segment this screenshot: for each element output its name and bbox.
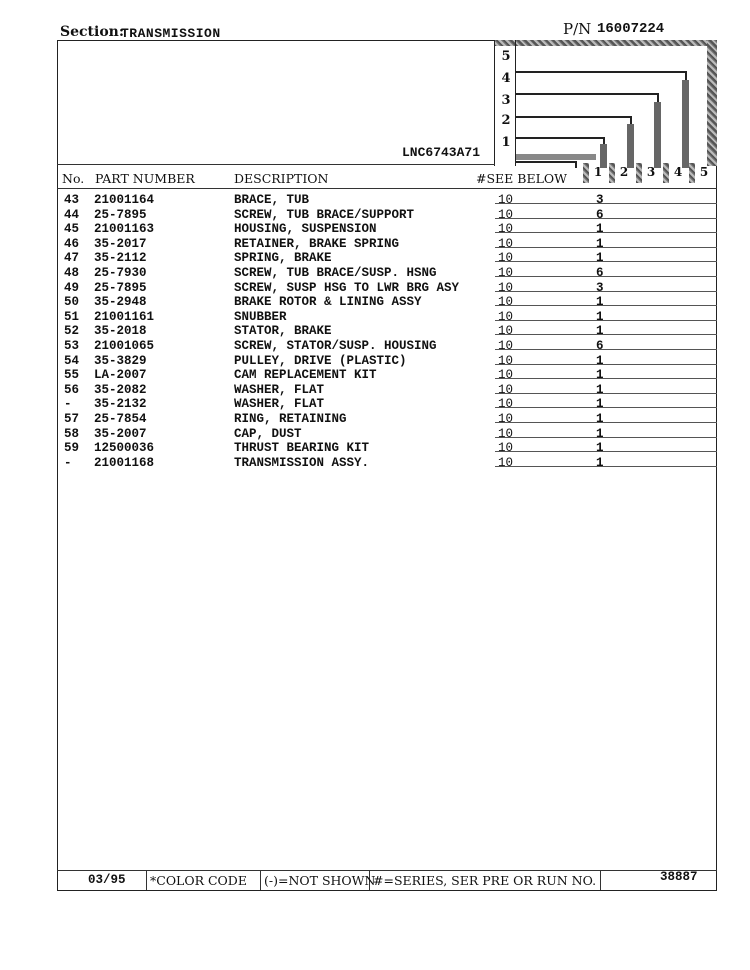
bracket-shade-3 bbox=[627, 124, 634, 168]
series-box-4: 1 bbox=[501, 135, 511, 150]
item-number: 50 bbox=[64, 295, 80, 310]
row-separator bbox=[495, 305, 717, 306]
series: 10 bbox=[498, 193, 514, 207]
header-bottom-line bbox=[57, 188, 717, 189]
part-number: 21001168 bbox=[94, 455, 155, 470]
item-number: 58 bbox=[64, 426, 80, 441]
part-number: 35-2017 bbox=[94, 236, 147, 251]
footer-divider-1 bbox=[146, 870, 147, 890]
description: SCREW, TUB BRACE/SUPPORT bbox=[234, 207, 415, 222]
row-separator bbox=[495, 320, 717, 321]
part-number: 25-7895 bbox=[94, 280, 147, 295]
part-number: 12500036 bbox=[94, 441, 155, 456]
description: SNUBBER bbox=[234, 309, 287, 324]
column-header-part-number: PART NUMBER bbox=[95, 171, 195, 186]
quantity: 1 bbox=[596, 295, 604, 310]
series: 10 bbox=[498, 236, 514, 251]
series-column-shade-4 bbox=[689, 163, 695, 183]
part-number: 35-2007 bbox=[94, 426, 147, 441]
series-column-2: 3 bbox=[646, 165, 656, 179]
item-number: 57 bbox=[64, 412, 80, 426]
quantity: 1 bbox=[596, 441, 604, 456]
bracket-shade-5 bbox=[682, 80, 689, 168]
series: 10 bbox=[498, 441, 514, 456]
series: 10 bbox=[498, 222, 514, 237]
part-number: 25-7854 bbox=[94, 412, 147, 426]
series-column-3: 4 bbox=[673, 165, 683, 179]
drawing-id: LNC6743A71 bbox=[402, 145, 481, 160]
series: 10 bbox=[498, 207, 514, 222]
section-value: TRANSMISSION bbox=[121, 26, 221, 41]
description: PULLEY, DRIVE (PLASTIC) bbox=[234, 353, 407, 368]
part-number: 25-7895 bbox=[94, 207, 147, 222]
footer-color-code: *COLOR CODE bbox=[150, 873, 247, 888]
row-separator bbox=[495, 393, 717, 394]
part-number: 21001164 bbox=[94, 193, 155, 207]
item-number: 47 bbox=[64, 251, 80, 266]
quantity: 1 bbox=[596, 426, 604, 441]
item-number: 48 bbox=[64, 266, 80, 280]
series: 10 bbox=[498, 339, 514, 353]
quantity: 6 bbox=[596, 207, 604, 222]
part-number: 35-3829 bbox=[94, 353, 147, 368]
bracket-base-shade bbox=[516, 154, 596, 160]
item-number: 43 bbox=[64, 193, 80, 207]
section-label: Section: bbox=[60, 24, 125, 40]
series: 10 bbox=[498, 309, 514, 324]
quantity: 1 bbox=[596, 382, 604, 397]
row-separator bbox=[495, 378, 717, 379]
series: 10 bbox=[498, 397, 514, 412]
quantity: 6 bbox=[596, 339, 604, 353]
footer-top-line bbox=[57, 870, 717, 871]
description: SCREW, SUSP HSG TO LWR BRG ASY bbox=[234, 280, 460, 295]
part-number: 21001163 bbox=[94, 222, 155, 237]
part-number: 35-2082 bbox=[94, 382, 147, 397]
part-number: 35-2132 bbox=[94, 397, 147, 412]
description: TRANSMISSION ASSY. bbox=[234, 455, 370, 470]
footer-page-code: 38887 bbox=[660, 870, 698, 884]
row-separator bbox=[495, 466, 717, 467]
series: 10 bbox=[498, 412, 514, 426]
footer-series-note: #=SERIES, SER PRE OR RUN NO. bbox=[373, 873, 597, 888]
quantity: 1 bbox=[596, 222, 604, 237]
part-number-value: 16007224 bbox=[597, 21, 665, 37]
quantity: 3 bbox=[596, 193, 604, 207]
bracket-3 bbox=[516, 117, 631, 168]
description: RETAINER, BRAKE SPRING bbox=[234, 236, 400, 251]
row-separator bbox=[495, 232, 717, 233]
description: BRACE, TUB bbox=[234, 193, 310, 207]
series: 10 bbox=[498, 266, 514, 280]
row-separator bbox=[495, 261, 717, 262]
series-column-shade-3 bbox=[663, 163, 669, 183]
quantity: 1 bbox=[596, 309, 604, 324]
series-box-2: 3 bbox=[501, 93, 511, 108]
series: 10 bbox=[498, 353, 514, 368]
quantity: 1 bbox=[596, 368, 604, 383]
series: 10 bbox=[498, 382, 514, 397]
row-separator bbox=[495, 247, 717, 248]
item-number: 56 bbox=[64, 382, 80, 397]
series: 10 bbox=[498, 295, 514, 310]
row-separator bbox=[495, 334, 717, 335]
header-top-line bbox=[57, 164, 495, 165]
part-number-label: P/N bbox=[563, 20, 592, 38]
description: STATOR, BRAKE bbox=[234, 324, 332, 339]
series-column-1: 2 bbox=[619, 165, 629, 179]
row-separator bbox=[495, 349, 717, 350]
item-number: 59 bbox=[64, 441, 80, 456]
part-number: 35-2018 bbox=[94, 324, 147, 339]
description: WASHER, FLAT bbox=[234, 382, 325, 397]
quantity: 1 bbox=[596, 353, 604, 368]
description: SCREW, TUB BRACE/SUSP. HSNG bbox=[234, 266, 437, 280]
part-number: 35-2948 bbox=[94, 295, 147, 310]
description: BRAKE ROTOR & LINING ASSY bbox=[234, 295, 422, 310]
part-number: LA-2007 bbox=[94, 368, 147, 383]
item-number: 46 bbox=[64, 236, 80, 251]
row-separator bbox=[495, 364, 717, 365]
series-column-4: 5 bbox=[699, 165, 709, 179]
series-box-3: 2 bbox=[501, 113, 511, 128]
series: 10 bbox=[498, 455, 514, 470]
column-header-see-below: #SEE BELOW bbox=[476, 171, 567, 186]
row-separator bbox=[495, 422, 717, 423]
bracket-shade-4 bbox=[654, 102, 661, 168]
row-separator bbox=[495, 437, 717, 438]
item-number: - bbox=[64, 397, 72, 412]
footer-divider-4 bbox=[600, 870, 601, 890]
series: 10 bbox=[498, 280, 514, 295]
description: SPRING, BRAKE bbox=[234, 251, 332, 266]
quantity: 1 bbox=[596, 324, 604, 339]
quantity: 1 bbox=[596, 412, 604, 426]
item-number: 49 bbox=[64, 280, 80, 295]
item-number: 55 bbox=[64, 368, 80, 383]
series: 10 bbox=[498, 251, 514, 266]
item-number: 45 bbox=[64, 222, 80, 237]
description: RING, RETAINING bbox=[234, 412, 347, 426]
quantity: 1 bbox=[596, 397, 604, 412]
quantity: 1 bbox=[596, 455, 604, 470]
series-column-0: 1 bbox=[593, 165, 603, 179]
description: THRUST BEARING KIT bbox=[234, 441, 370, 456]
part-number: 35-2112 bbox=[94, 251, 147, 266]
item-number: 44 bbox=[64, 207, 80, 222]
series-column-shade-2 bbox=[636, 163, 642, 183]
item-number: 52 bbox=[64, 324, 80, 339]
item-number: 54 bbox=[64, 353, 80, 368]
row-separator bbox=[495, 407, 717, 408]
item-number: - bbox=[64, 455, 72, 470]
footer-divider-2 bbox=[260, 870, 261, 890]
item-number: 53 bbox=[64, 339, 80, 353]
quantity: 1 bbox=[596, 236, 604, 251]
series: 10 bbox=[498, 368, 514, 383]
footer-not-shown: (-)=NOT SHOWN bbox=[264, 873, 376, 888]
series-bracket-lines bbox=[494, 40, 717, 180]
series-box-1: 4 bbox=[501, 71, 511, 86]
description: WASHER, FLAT bbox=[234, 397, 325, 412]
description: SCREW, STATOR/SUSP. HOUSING bbox=[234, 339, 437, 353]
series: 10 bbox=[498, 324, 514, 339]
part-number: 21001161 bbox=[94, 309, 155, 324]
description: HOUSING, SUSPENSION bbox=[234, 222, 377, 237]
series-column-shade-0 bbox=[583, 163, 589, 183]
description: CAP, DUST bbox=[234, 426, 302, 441]
item-number: 51 bbox=[64, 309, 80, 324]
row-separator bbox=[495, 276, 717, 277]
row-separator bbox=[495, 218, 717, 219]
part-number: 25-7930 bbox=[94, 266, 147, 280]
series-column-shade-1 bbox=[609, 163, 615, 183]
series-box-0: 5 bbox=[501, 49, 511, 64]
quantity: 1 bbox=[596, 251, 604, 266]
description: CAM REPLACEMENT KIT bbox=[234, 368, 377, 383]
series: 10 bbox=[498, 426, 514, 441]
bracket-1 bbox=[516, 162, 576, 168]
quantity: 6 bbox=[596, 266, 604, 280]
column-header-description: DESCRIPTION bbox=[234, 171, 329, 186]
row-separator bbox=[495, 291, 717, 292]
quantity: 3 bbox=[596, 280, 604, 295]
row-separator bbox=[495, 451, 717, 452]
row-separator bbox=[495, 203, 717, 204]
part-number: 21001065 bbox=[94, 339, 155, 353]
footer-date: 03/95 bbox=[88, 873, 126, 887]
column-header-no: No. bbox=[62, 171, 85, 186]
